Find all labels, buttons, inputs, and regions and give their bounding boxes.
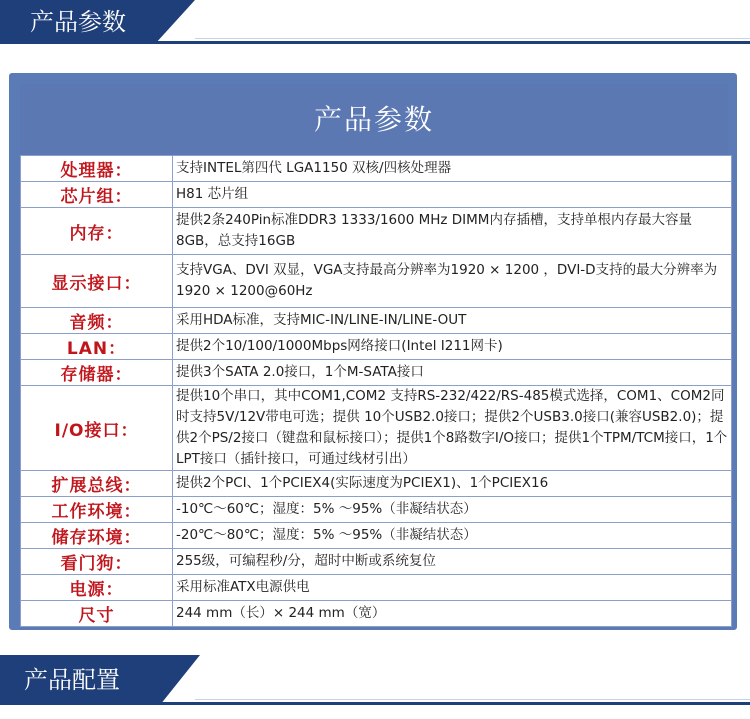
param-label: 储存环境： xyxy=(21,523,173,549)
param-value: 244 mm（长）× 244 mm（宽） xyxy=(173,601,732,627)
param-value: 采用HDA标准，支持MIC-IN/LINE-IN/LINE-OUT xyxy=(173,308,732,334)
header-divider-light xyxy=(195,38,750,39)
section-header-params xyxy=(0,0,750,44)
param-label: 尺寸 xyxy=(21,601,173,627)
param-value: 提供2个PCI、1个PCIEX4(实际速度为PCIEX1)、1个PCIEX16 xyxy=(173,471,732,497)
param-row xyxy=(21,255,732,308)
param-value: 采用标准ATX电源供电 xyxy=(173,575,732,601)
param-row xyxy=(21,182,732,208)
param-label: 芯片组： xyxy=(21,182,173,208)
param-value: 支持INTEL第四代 LGA1150 双核/四核处理器 xyxy=(173,156,732,182)
param-row xyxy=(21,308,732,334)
param-row xyxy=(21,471,732,497)
section-title: 产品配置 xyxy=(0,655,160,705)
tab-slant-decoration xyxy=(155,0,195,44)
header-divider xyxy=(0,41,750,44)
param-value: 提供2条240Pin标准DDR3 1333/1600 MHz DIMM内存插槽，支持单根内存最大容量8GB，总支持16GB xyxy=(173,208,732,255)
param-row xyxy=(21,523,732,549)
param-value: 255级，可编程秒/分，超时中断或系统复位 xyxy=(173,549,732,575)
param-label: 扩展总线： xyxy=(21,471,173,497)
tab-slant-decoration xyxy=(160,655,200,705)
section-header-config xyxy=(0,655,750,705)
param-value: 提供10个串口，其中COM1,COM2 支持RS-232/422/RS-485模式选择，COM1、COM2同时支持5V/12V带电可选；提供 10个USB2.0接口；提供2个USB3.0接口(兼容USB2.0)；提供2个PS/2接口（键盘和鼠标接口）；提供1个8路数字I/O接口；提供1个TPM/TCM接口，1个LPT接口（插针接口，可通过线材引出） xyxy=(173,386,732,471)
param-row xyxy=(21,549,732,575)
params-table xyxy=(20,155,732,627)
param-label: LAN： xyxy=(21,334,173,360)
param-value: -10℃～60℃；湿度：5% ～95%（非凝结状态） xyxy=(173,497,732,523)
param-label: 看门狗： xyxy=(21,549,173,575)
section-title: 产品参数 xyxy=(0,0,155,44)
param-label: 工作环境： xyxy=(21,497,173,523)
param-label: 存储器： xyxy=(21,360,173,386)
param-label: I/O接口： xyxy=(21,386,173,471)
panel-title: 产品参数 xyxy=(20,84,728,155)
param-value: 提供3个SATA 2.0接口，1个M-SATA接口 xyxy=(173,360,732,386)
param-value: H81 芯片组 xyxy=(173,182,732,208)
param-row xyxy=(21,360,732,386)
param-value: -20℃～80℃；湿度：5% ～95%（非凝结状态） xyxy=(173,523,732,549)
param-label: 处理器： xyxy=(21,156,173,182)
header-divider xyxy=(0,702,750,705)
param-label: 音频： xyxy=(21,308,173,334)
param-label: 内存： xyxy=(21,208,173,255)
param-value: 提供2个10/100/1000Mbps网络接口(Intel I211网卡) xyxy=(173,334,732,360)
header-divider-light xyxy=(195,699,750,700)
param-row xyxy=(21,575,732,601)
param-label: 显示接口： xyxy=(21,255,173,308)
param-row xyxy=(21,156,732,182)
param-label: 电源： xyxy=(21,575,173,601)
param-row xyxy=(21,334,732,360)
param-row xyxy=(21,497,732,523)
param-value: 支持VGA、DVI 双显，VGA支持最高分辨率为1920 × 1200 ，DVI-D支持的最大分辨率为1920 × 1200@60Hz xyxy=(173,255,732,308)
param-row xyxy=(21,601,732,627)
param-row xyxy=(21,386,732,471)
param-row xyxy=(21,208,732,255)
